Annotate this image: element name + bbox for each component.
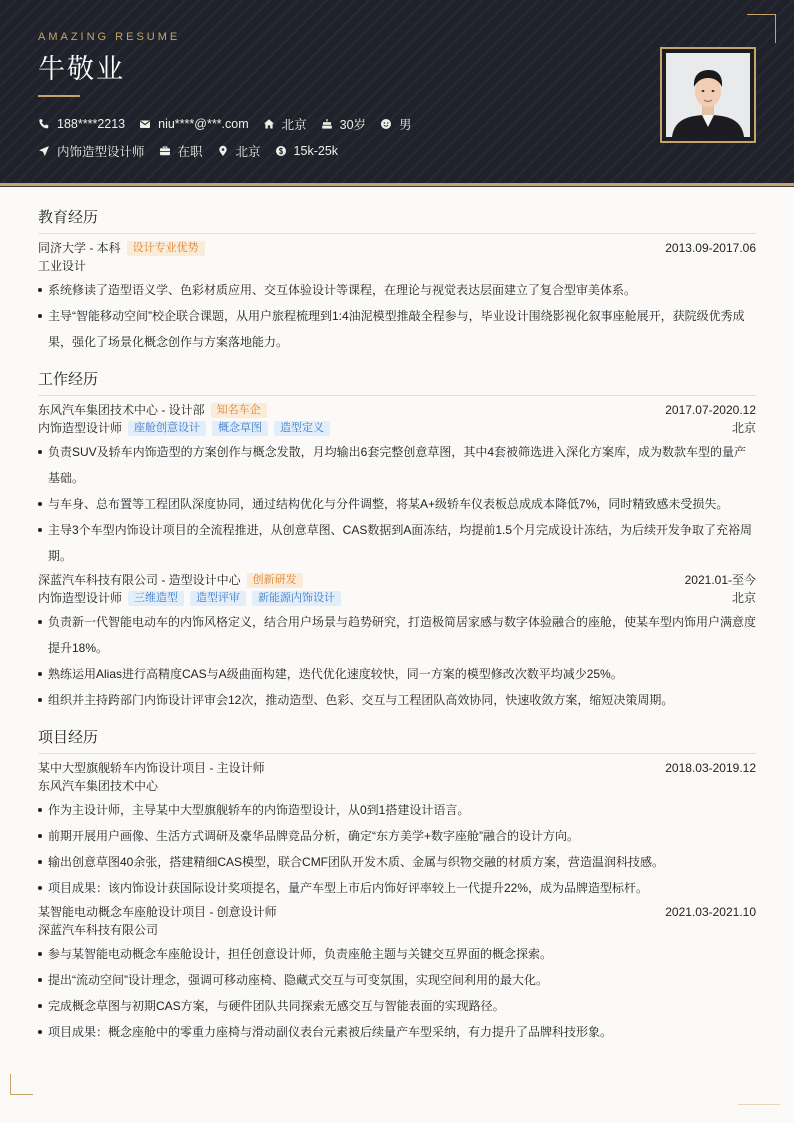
company-tag: 知名车企 xyxy=(211,403,267,418)
work-role: 内饰造型设计师 xyxy=(38,591,123,605)
contact-city xyxy=(263,115,307,133)
project-title: 项目经历 xyxy=(38,725,756,754)
skill-tag: 三维造型 xyxy=(128,591,184,606)
resume-header xyxy=(0,0,794,186)
send-icon xyxy=(38,145,50,157)
work-bullet: 熟练运用Alias进行高精度CAS与A级曲面构建，迭代优化速度较快，同一方案的模型修改次数平均减少25%。 xyxy=(38,661,756,687)
phone-value: 188****2213 xyxy=(57,117,126,131)
work-bullet: 负责SUV及轿车内饰造型的方案创作与概念发散，月均输出6套完整创意草图，其中4套被筛选进入深化方案库，成为数款车型的量产基础。 xyxy=(38,439,756,491)
education-bullet: 主导“智能移动空间”校企联合课题，从用户旅程梳理到1:4油泥模型推敲全程参与，毕业设计围绕影视化叙事座舱展开，获院级优秀成果，强化了场景化概念创作与方案落地能力。 xyxy=(38,303,756,355)
project-name-role: 某智能电动概念车座舱设计项目 - 创意设计师 xyxy=(38,905,277,919)
work-bullet: 主导3个车型内饰设计项目的全流程推进，从创意草图、CAS数据到A面冻结，均提前1.5个月完成设计冻结，为后续开发争取了充裕周期。 xyxy=(38,517,756,569)
face-icon xyxy=(380,118,392,130)
education-entry xyxy=(38,239,756,355)
education-title: 教育经历 xyxy=(38,205,756,234)
skill-tag: 概念草图 xyxy=(212,421,268,436)
project-name-role: 某中大型旗舰轿车内饰设计项目 - 主设计师 xyxy=(38,761,265,775)
location-pin-icon xyxy=(217,145,229,157)
avatar-portrait xyxy=(666,53,750,137)
work-bullet: 组织并主持跨部门内饰设计评审会12次，推动造型、色彩、交互与工程团队高效协同，快速收敛方案，缩短决策周期。 xyxy=(38,687,756,713)
contact-phone xyxy=(38,117,125,131)
work-date: 2021.01-至今 xyxy=(684,573,756,587)
salary-value: 15k-25k xyxy=(293,144,339,158)
briefcase-icon xyxy=(159,145,171,157)
project-entry xyxy=(38,903,756,1045)
job-city xyxy=(217,142,261,160)
footer-line xyxy=(738,1104,780,1105)
project-bullet: 前期开展用户画像、生活方式调研及豪华品牌竞品分析，确定“东方美学+数字座舱”融合的设计方向。 xyxy=(38,823,756,849)
email-value: niu****@***.com xyxy=(158,117,249,131)
school-degree: 同济大学 - 本科 xyxy=(38,241,121,255)
cake-icon xyxy=(321,118,333,130)
age-value: 30岁 xyxy=(339,118,367,132)
project-bullet: 项目成果：该内饰设计获国际设计奖项提名，量产车型上市后内饰好评率较上一代提升22%，成为品牌造型标杆。 xyxy=(38,875,756,901)
coin-icon xyxy=(275,145,287,157)
education-tag: 设计专业优势 xyxy=(127,241,205,256)
contact-email xyxy=(139,117,249,131)
skill-tag: 造型评审 xyxy=(190,591,246,606)
work-city: 北京 xyxy=(731,591,756,605)
project-date: 2018.03-2019.12 xyxy=(665,761,756,775)
project-bullet: 作为主设计师，主导某中大型旗舰轿车的内饰造型设计，从0到1搭建设计语言。 xyxy=(38,797,756,823)
corner-ornament xyxy=(10,1074,33,1095)
education-bullet: 系统修读了造型语义学、色彩材质应用、交互体验设计等课程，在理论与视觉表达层面建立了复合型审美体系。 xyxy=(38,277,756,303)
work-bullet: 与车身、总布置等工程团队深度协同，通过结构优化与分件调整，将某A+级轿车仪表板总成成本降低7%，同时精致感未受损失。 xyxy=(38,491,756,517)
job-position xyxy=(38,142,145,160)
education-section xyxy=(38,205,756,355)
skill-tag: 座舱创意设计 xyxy=(128,421,206,436)
corner-ornament xyxy=(747,14,776,43)
contact-row xyxy=(38,115,426,133)
project-date: 2021.03-2021.10 xyxy=(665,905,756,919)
skill-tag: 造型定义 xyxy=(274,421,330,436)
job-status xyxy=(159,142,203,160)
company-dept: 东风汽车集团技术中心 - 设计部 xyxy=(38,403,205,417)
header-kicker: AMAZING RESUME xyxy=(38,31,181,43)
status-value: 在职 xyxy=(177,145,203,159)
project-bullet: 项目成果：概念座舱中的零重力座椅与滑动副仪表台元素被后续量产车型采纳，有力提升了品牌科技形象。 xyxy=(38,1019,756,1045)
company-dept: 深蓝汽车科技有限公司 - 造型设计中心 xyxy=(38,573,241,587)
work-bullet: 负责新一代智能电动车的内饰风格定义，结合用户场景与趋势研究，打造极简居家感与数字体验融合的座舱，使某车型内饰用户满意度提升18%。 xyxy=(38,609,756,661)
contact-age xyxy=(321,115,366,133)
job-intent-row xyxy=(38,142,352,160)
mail-icon xyxy=(139,118,151,130)
home-icon xyxy=(263,118,275,130)
work-entry xyxy=(38,571,756,713)
project-org: 深蓝汽车科技有限公司 xyxy=(38,923,159,937)
project-bullet: 提出“流动空间”设计理念，强调可移动座椅、隐藏式交互与可变氛围，实现空间利用的最大化。 xyxy=(38,967,756,993)
skill-tag: 新能源内饰设计 xyxy=(252,591,341,606)
resume-body xyxy=(38,205,756,1057)
work-entry xyxy=(38,401,756,569)
contact-gender xyxy=(380,115,412,133)
work-city: 北京 xyxy=(731,421,756,435)
city-value: 北京 xyxy=(281,118,307,132)
job-salary xyxy=(275,144,338,158)
project-bullet: 参与某智能电动概念车座舱设计，担任创意设计师，负责座舱主题与关键交互界面的概念探索。 xyxy=(38,941,756,967)
work-date: 2017.07-2020.12 xyxy=(665,403,756,417)
work-title: 工作经历 xyxy=(38,367,756,396)
profile-photo xyxy=(660,47,756,143)
candidate-name: 牛敬业 xyxy=(38,54,125,84)
project-bullet: 完成概念草图与初期CAS方案，与硬件团队共同探索无感交互与智能表面的实现路径。 xyxy=(38,993,756,1019)
project-org: 东风汽车集团技术中心 xyxy=(38,779,159,793)
phone-icon xyxy=(38,118,50,130)
work-role: 内饰造型设计师 xyxy=(38,421,123,435)
position-value: 内饰造型设计师 xyxy=(57,145,145,159)
project-section xyxy=(38,725,756,1045)
education-date: 2013.09-2017.06 xyxy=(665,241,756,255)
project-entry xyxy=(38,759,756,901)
company-tag: 创新研发 xyxy=(247,573,303,588)
name-underline xyxy=(38,95,80,97)
work-section xyxy=(38,367,756,713)
education-major: 工业设计 xyxy=(38,259,87,273)
job-city-value: 北京 xyxy=(235,145,261,159)
gender-value: 男 xyxy=(399,118,412,132)
project-bullet: 输出创意草图40余张，搭建精细CAS模型，联合CMF团队开发木质、金属与织物交融的材质方案，营造温润科技感。 xyxy=(38,849,756,875)
